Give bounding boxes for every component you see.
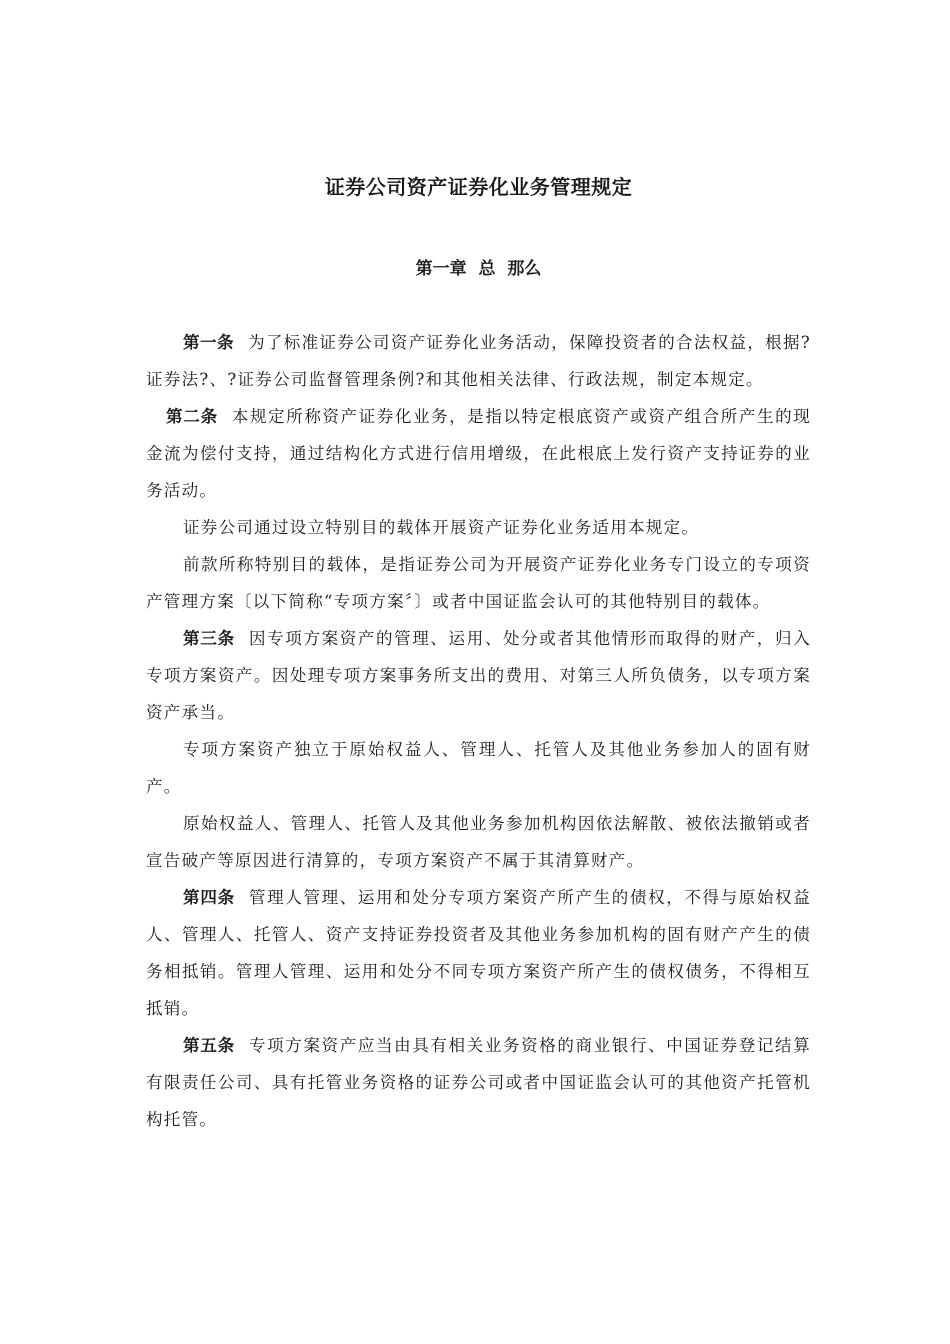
article-text: 为了标准证券公司资产证券化业务活动，保障投资者的合法权益，根据?证券法?、?证券公司监督管理条例?和其他相关法律、行政法规，制定本规定。 [146,333,811,389]
article-label: 第五条 [183,1036,236,1055]
paragraph-text: 证券公司通过设立特别目的载体开展资产证券化业务适用本规定。 [183,518,700,537]
article-label: 第四条 [183,888,236,907]
paragraph [146,509,811,546]
article-5 [146,1027,811,1138]
article-label: 第一条 [183,333,235,352]
article-label: 第二条 [166,407,218,426]
paragraph [146,546,811,620]
article-4 [146,879,811,1027]
paragraph [146,731,811,805]
document-title: 证券公司资产证券化业务管理规定 [324,175,633,199]
article-label: 第三条 [183,629,236,648]
article-text: 本规定所称资产证券化业务，是指以特定根底资产或资产组合所产生的现金流为偿付支持，通过结构化方式进行信用增级，在此根底上发行资产支持证券的业务活动。 [146,407,811,500]
article-text: 管理人管理、运用和处分专项方案资产所产生的债权，不得与原始权益人、管理人、托管人、资产支持证券投资者及其他业务参加机构的固有财产产生的债务相抵销。管理人管理、运用和处分不同专项方案资产所产生的债权债务，不得相互抵销。 [146,888,812,1018]
chapter-heading: 第一章 总 那么 [415,259,542,279]
article-1 [146,324,811,398]
article-text: 专项方案资产应当由具有相关业务资格的商业银行、中国证券登记结算有限责任公司、具有托管业务资格的证券公司或者中国证监会认可的其他资产托管机构托管。 [146,1036,812,1129]
document-body [146,324,811,1138]
article-2 [146,398,811,509]
paragraph [146,805,811,879]
paragraph-text: 原始权益人、管理人、托管人及其他业务参加机构因依法解散、被依法撤销或者宣告破产等原因进行清算的，专项方案资产不属于其清算财产。 [146,814,811,870]
paragraph-text: 前款所称特别目的载体，是指证券公司为开展资产证券化业务专门设立的专项资产管理方案〔以下简称“专项方案〞〕或者中国证监会认可的其他特别目的载体。 [146,555,811,611]
article-text: 因专项方案资产的管理、运用、处分或者其他情形而取得的财产，归入专项方案资产。因处理专项方案事务所支出的费用、对第三人所负债务，以专项方案资产承当。 [146,629,812,722]
paragraph-text: 专项方案资产独立于原始权益人、管理人、托管人及其他业务参加人的固有财产。 [146,740,811,796]
article-3 [146,620,811,731]
